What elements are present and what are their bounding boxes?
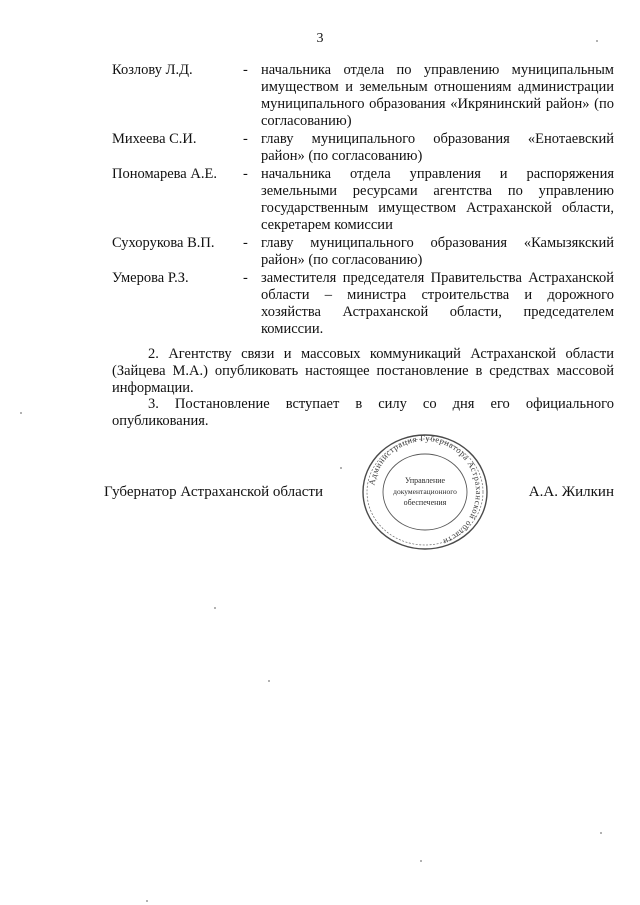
paragraph-publication: 2. Агентству связи и массовых коммуникаций Астраханской области (Зайцева М.А.) опубликовать настоящее постановление в средствах массовой информации. (112, 346, 614, 396)
member-row (112, 62, 614, 130)
scan-speck (146, 900, 148, 902)
seal-inner-line-1: Управление (404, 476, 446, 485)
seal-inner-line-3: обеспечения (403, 498, 447, 507)
member-role: главу муниципального образования «Енотаевский район» (по согласованию) (261, 131, 614, 164)
member-row (112, 166, 614, 234)
member-name: Умерова Р.З. (112, 270, 189, 286)
member-name: Михеева С.И. (112, 131, 197, 147)
seal-outer-text: Администрация Губернатора Астраханской области (366, 432, 485, 548)
page-number: 3 (316, 31, 324, 46)
scan-speck (20, 412, 22, 414)
member-row (112, 235, 614, 269)
signer-name: А.А. Жилкин (528, 484, 614, 500)
scan-speck (420, 860, 422, 862)
member-row (112, 270, 614, 338)
scan-speck (596, 40, 598, 42)
member-dash: - (243, 131, 248, 147)
member-role: начальника отдела управления и распоряжения земельными ресурсами агентства по управлению государственным имуществом Астраханской области, секретарем комиссии (261, 166, 614, 233)
member-dash: - (243, 270, 248, 286)
signer-title: Губернатор Астраханской области (104, 484, 324, 500)
scan-speck (214, 607, 216, 609)
member-dash: - (243, 62, 248, 78)
member-role: начальника отдела по управлению муниципальным имуществом и земельным отношениям администрации муниципального образования «Икрянинский район» (по согласованию) (261, 62, 614, 129)
member-name: Козлову Л.Д. (112, 62, 193, 78)
member-dash: - (243, 166, 248, 182)
official-seal-stamp (358, 431, 492, 553)
paragraph-effective-date: 3. Постановление вступает в силу со дня его официального опубликования. (112, 396, 614, 429)
member-name: Пономарева А.Е. (112, 166, 217, 182)
commission-members-list (112, 62, 614, 339)
scan-speck (268, 680, 270, 682)
member-role: главу муниципального образования «Камызякский район» (по согласованию) (261, 235, 614, 268)
member-role: заместителя председателя Правительства Астраханской области – министра строительства и дорожного хозяйства Астраханской области, председателем комиссии. (261, 270, 614, 337)
scan-speck (600, 832, 602, 834)
scan-speck (340, 467, 342, 469)
member-name: Сухорукова В.П. (112, 235, 215, 251)
seal-inner-line-2: документационного (393, 487, 457, 496)
member-dash: - (243, 235, 248, 251)
member-row (112, 131, 614, 165)
